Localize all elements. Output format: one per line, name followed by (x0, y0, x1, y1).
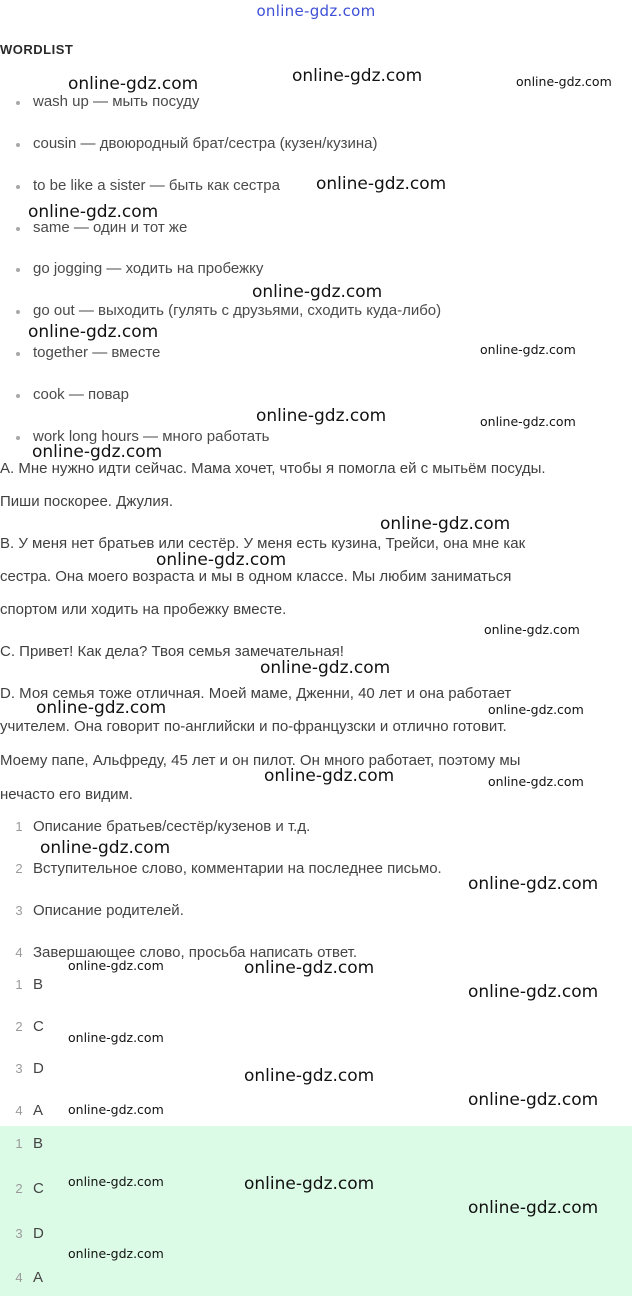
answer-letter: B (33, 1135, 44, 1152)
word-text: go jogging — ходить на пробежку (33, 260, 264, 277)
watermark: online-gdz.com (68, 958, 164, 973)
wordlist-heading: WORDLIST (0, 42, 74, 57)
word-text: cousin — двоюродный брат/сестра (кузен/кузина) (33, 135, 378, 152)
watermark: online-gdz.com (480, 414, 576, 429)
bullet-icon (16, 227, 20, 231)
paragraph-a-line: Пиши поскорее. Джулия. (0, 493, 174, 510)
watermark: online-gdz.com (252, 282, 383, 302)
watermark: online-gdz.com (316, 174, 447, 194)
site-title[interactable]: online-gdz.com (256, 2, 376, 20)
answer-letter: A (33, 1102, 44, 1119)
paragraph-b-line: сестра. Она моего возраста и мы в одном классе. Мы любим заниматься (0, 568, 512, 585)
watermark: online-gdz.com (516, 74, 612, 89)
word-text: go out — выходить (гулять с друзьями, сходить куда-либо) (33, 302, 442, 319)
item-number: 4 (15, 1103, 23, 1118)
watermark: online-gdz.com (484, 622, 580, 637)
answer-letter: B (33, 976, 44, 993)
watermark: online-gdz.com (68, 1174, 164, 1189)
bullet-icon (16, 436, 20, 440)
item-number: 1 (15, 977, 23, 992)
watermark: online-gdz.com (40, 838, 171, 858)
item-number: 3 (15, 903, 23, 918)
watermark: online-gdz.com (244, 1174, 375, 1194)
watermark: online-gdz.com (156, 550, 287, 570)
word-text: to be like a sister — быть как сестра (33, 177, 280, 194)
watermark: online-gdz.com (28, 322, 159, 342)
bullet-icon (16, 143, 20, 147)
description-text: Завершающее слово, просьба написать ответ. (33, 944, 358, 961)
item-number: 1 (15, 819, 23, 834)
paragraph-b-line: B. У меня нет братьев или сестёр. У меня есть кузина, Трейси, она мне как (0, 535, 526, 552)
item-number: 2 (15, 861, 23, 876)
paragraph-d-line: учителем. Она говорит по-английски и по-французски и отлично готовит. (0, 718, 507, 735)
watermark: online-gdz.com (488, 702, 584, 717)
watermark: online-gdz.com (380, 514, 511, 534)
watermark: online-gdz.com (468, 1198, 599, 1218)
bullet-icon (16, 310, 20, 314)
watermark: online-gdz.com (468, 982, 599, 1002)
paragraph-d-line: нечасто его видим. (0, 786, 133, 803)
description-text: Описание братьев/сестёр/кузенов и т.д. (33, 818, 311, 835)
watermark: online-gdz.com (68, 1246, 164, 1261)
bullet-icon (16, 185, 20, 189)
item-number: 3 (15, 1226, 23, 1241)
paragraph-c-line: C. Привет! Как дела? Твоя семья замечательная! (0, 643, 344, 660)
item-number: 1 (15, 1136, 23, 1151)
watermark: online-gdz.com (256, 406, 387, 426)
watermark: online-gdz.com (32, 442, 163, 462)
item-number: 3 (15, 1061, 23, 1076)
bullet-icon (16, 352, 20, 356)
watermark: online-gdz.com (28, 202, 159, 222)
word-text: together — вместе (33, 344, 161, 361)
item-number: 2 (15, 1019, 23, 1034)
word-text: same — один и тот же (33, 219, 188, 236)
answer-letter: C (33, 1180, 44, 1197)
watermark: online-gdz.com (36, 698, 167, 718)
item-number: 4 (15, 945, 23, 960)
description-text: Вступительное слово, комментарии на последнее письмо. (33, 860, 442, 877)
watermark: online-gdz.com (260, 658, 391, 678)
watermark: online-gdz.com (244, 1066, 375, 1086)
watermark: online-gdz.com (468, 1090, 599, 1110)
answer-letter: D (33, 1225, 44, 1242)
bullet-icon (16, 394, 20, 398)
watermark: online-gdz.com (480, 342, 576, 357)
word-text: cook — повар (33, 386, 129, 403)
bullet-icon (16, 101, 20, 105)
paragraph-d-line: D. Моя семья тоже отличная. Моей маме, Дженни, 40 лет и она работает (0, 685, 512, 702)
item-number: 2 (15, 1181, 23, 1196)
watermark: online-gdz.com (468, 874, 599, 894)
bullet-icon (16, 268, 20, 272)
description-text: Описание родителей. (33, 902, 184, 919)
watermark: online-gdz.com (244, 958, 375, 978)
answer-letter: A (33, 1269, 44, 1286)
watermark: online-gdz.com (68, 74, 199, 94)
word-text: work long hours — много работать (33, 428, 270, 445)
watermark: online-gdz.com (488, 774, 584, 789)
item-number: 4 (15, 1270, 23, 1285)
watermark: online-gdz.com (292, 66, 423, 86)
paragraph-a-line: A. Мне нужно идти сейчас. Мама хочет, чтобы я помогла ей с мытьём посуды. (0, 460, 546, 477)
watermark: online-gdz.com (264, 766, 395, 786)
paragraph-b-line: спортом или ходить на пробежку вместе. (0, 601, 287, 618)
watermark: online-gdz.com (68, 1030, 164, 1045)
watermark: online-gdz.com (68, 1102, 164, 1117)
answer-letter: C (33, 1018, 44, 1035)
answer-letter: D (33, 1060, 44, 1077)
paragraph-d-line: Моему папе, Альфреду, 45 лет и он пилот. Он много работает, поэтому мы (0, 752, 521, 769)
word-text: wash up — мыть посуду (33, 93, 200, 110)
